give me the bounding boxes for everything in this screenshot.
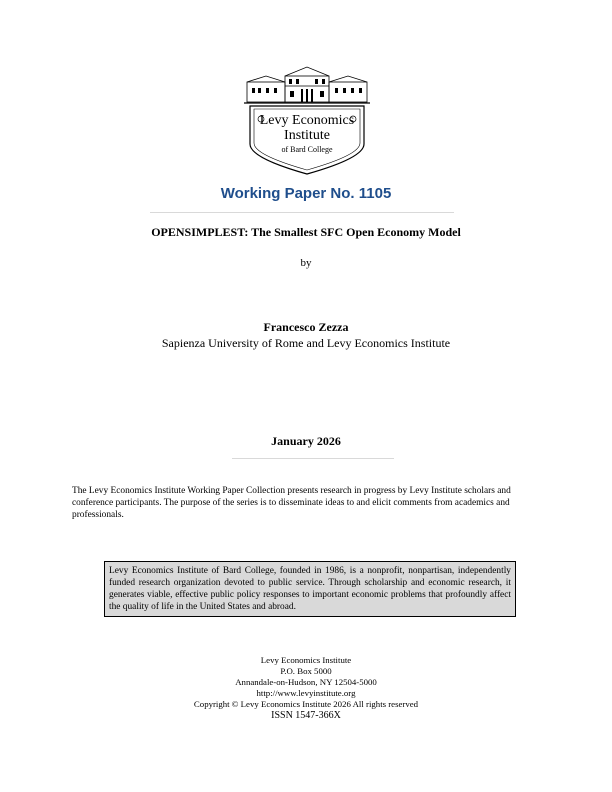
address-box: P.O. Box 5000 [280, 666, 332, 676]
divider-bottom [232, 458, 394, 459]
levy-institute-logo [244, 66, 370, 178]
publication-date: January 2026 [271, 434, 341, 448]
divider-top [150, 212, 454, 213]
working-paper-number: Working Paper No. 1105 [220, 185, 392, 202]
address-copyright: Copyright © Levy Economics Institute 2026 All rights reserved [193, 699, 419, 709]
author-affiliation: Sapienza University of Rome and Levy Economics Institute [161, 336, 451, 350]
author-name: Francesco Zezza [263, 320, 349, 334]
institute-description-box: Levy Economics Institute of Bard College, founded in 1986, is a nonprofit, nonpartisan, independently funded research organization devoted to public service. Through scholarship and economic research, it generates viable, effective public policy responses to important economic problems that profoundly affect the quality of life in the United States and abroad. [104, 561, 516, 617]
collection-note: The Levy Economics Institute Working Paper Collection presents research in progress by Levy Institute scholars and conference participants. The purpose of the series is to disseminate ideas to and elicit comments from academics and professionals. [72, 486, 511, 520]
institute-address [0, 655, 612, 722]
issn: ISSN 1547-366X [271, 710, 341, 721]
address-name: Levy Economics Institute [260, 655, 352, 665]
by-label: by [300, 257, 312, 269]
address-city: Annandale-on-Hudson, NY 12504-5000 [235, 677, 377, 687]
logo-text-line2: Institute [284, 128, 330, 143]
address-url[interactable]: http://www.levyinstitute.org [256, 688, 356, 698]
logo-text-line1: Levy Economics [259, 113, 355, 128]
paper-title: OPENSIMPLEST: The Smallest SFC Open Economy Model [151, 225, 461, 239]
logo-text-line3: of Bard College [281, 145, 333, 154]
